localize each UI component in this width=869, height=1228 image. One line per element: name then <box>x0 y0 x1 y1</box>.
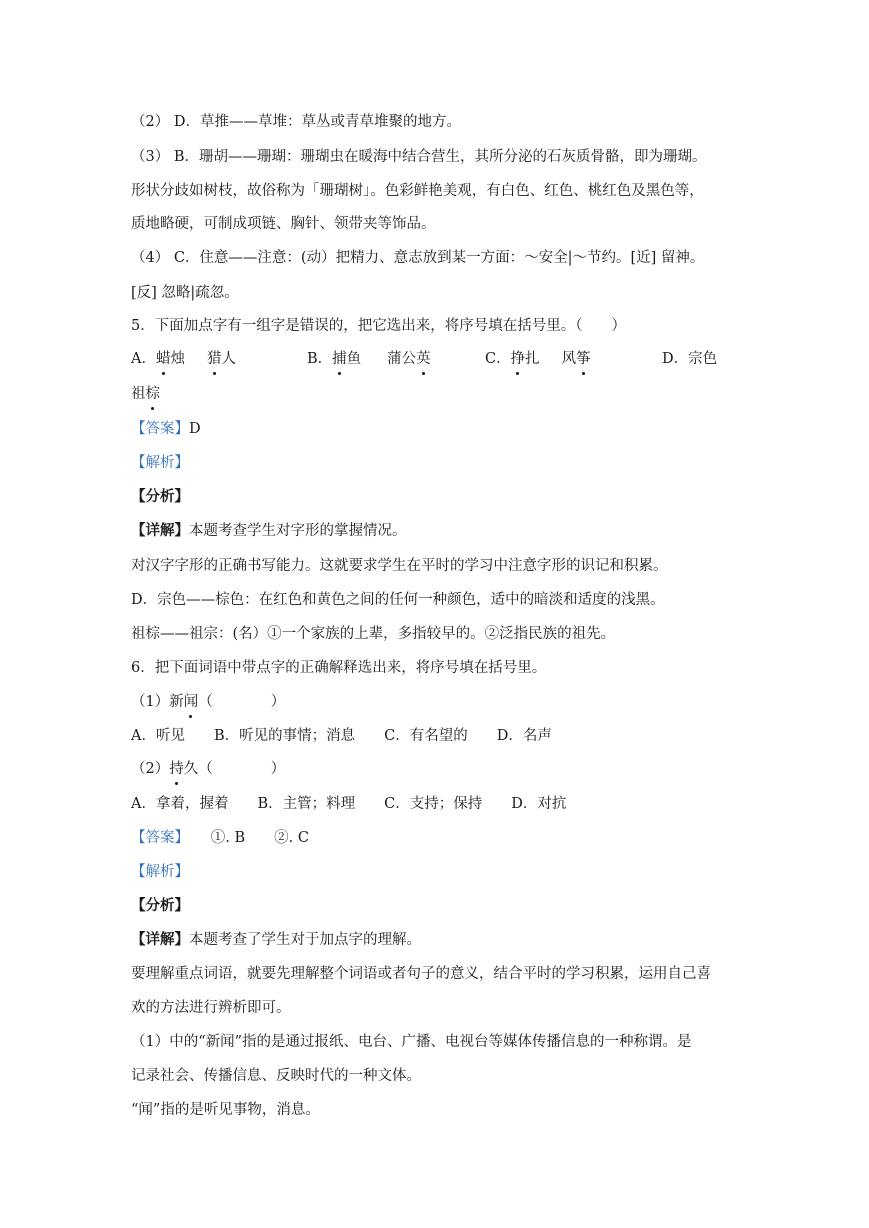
jiexi-tag: 【解析】 <box>131 864 189 880</box>
text-line: 祖棕——祖宗：(名）①一个家族的上辈，多指较早的。②泛指民族的祖先。 <box>131 626 616 642</box>
dotted-char: 猎 <box>206 351 222 367</box>
xiangjie-tag: 【详解】 <box>131 931 189 948</box>
q6-sub1-options: A．听见 B．听见的事情；消息 C．有名望的 D．名声 <box>131 728 552 744</box>
option-d <box>662 349 717 369</box>
word-part: 风 <box>561 351 577 367</box>
q6-sub2 <box>131 759 285 779</box>
q6-sub1 <box>131 692 285 712</box>
text-line: 对汉字字形的正确书写能力。这就要求学生在平时的学习中注意字形的识记和积累。 <box>131 558 668 574</box>
word-part: （2） <box>131 761 170 777</box>
question-5-title: 5．下面加点字有一组字是错误的，把它选出来，将序号填在括号里。（ ） <box>131 318 626 334</box>
word-part: 扎 <box>525 351 540 367</box>
option-label: A． <box>131 351 156 367</box>
word-part: 久（ ） <box>183 761 286 777</box>
text-line: （2） D．草推——草堆：草丛或青草堆聚的地方。 <box>131 114 461 130</box>
dotted-char: 捕 <box>332 351 347 367</box>
xiangjie-tag: 【详解】 <box>131 522 189 539</box>
dotted-char: 挣 <box>510 351 526 367</box>
word-part: 色 <box>702 351 718 367</box>
option-c <box>485 349 591 369</box>
xiangjie-text: 本题考查了学生对于加点字的理解。 <box>189 932 421 948</box>
word-part: 人 <box>221 351 236 367</box>
text-line: 质地略硬，可制成项链、胸针、领带夹等饰品。 <box>131 216 436 232</box>
fenxi-tag: 【分析】 <box>131 897 189 914</box>
text-line: （4） C．住意——注意：(动）把精力、意志放到某一方面：～安全|～节约。[近] 留神。 <box>131 250 705 266</box>
jiexi-tag: 【解析】 <box>131 455 189 471</box>
question-6-title: 6．把下面词语中带点字的正确解释选出来，将序号填在括号里。 <box>131 660 547 676</box>
option-label: C． <box>485 351 511 367</box>
dotted-char: 蜡 <box>155 351 171 367</box>
word-part: 蒲公 <box>387 351 417 367</box>
fenxi-tag: 【分析】 <box>131 488 189 505</box>
word-part: （1）新 <box>131 694 184 710</box>
text-line: 形状分歧如树枝，故俗称为「珊瑚树」。色彩鲜艳美观，有白色、红色、桃红色及黑色等， <box>131 183 704 199</box>
option-a <box>131 349 236 369</box>
dotted-char: 闻 <box>183 694 199 710</box>
dotted-char: 棕 <box>145 386 160 402</box>
dotted-char: 英 <box>416 351 431 367</box>
text-line: “闻”指的是听见事物，消息。 <box>131 1102 320 1118</box>
word-part: 祖 <box>131 386 146 402</box>
option-b <box>307 349 431 369</box>
option-d-cont <box>131 384 160 404</box>
text-line: 欢的方法进行辨析即可。 <box>131 1000 291 1016</box>
answer-value: D <box>189 421 201 437</box>
answer-value: ①. B ②. C <box>181 830 309 846</box>
option-label: D． <box>662 351 689 367</box>
text-line: （3） B．珊胡——珊瑚：珊瑚虫在暖海中结合营生，其所分泌的石灰质骨骼，即为珊瑚。 <box>131 149 707 165</box>
text-line: 记录社会、传播信息、反映时代的一种文体。 <box>131 1068 421 1084</box>
text-line: （1）中的“新闻”指的是通过报纸、电台、广播、电视台等媒体传播信息的一种称谓。是 <box>131 1034 692 1050</box>
answer-tag: 【答案】 <box>131 421 189 437</box>
word-part: 烛 <box>170 351 185 367</box>
xiangjie-line <box>131 930 421 950</box>
answer-line <box>131 419 201 439</box>
option-label: B． <box>307 351 333 367</box>
dotted-char: 筝 <box>576 351 591 367</box>
word-part: 宗 <box>688 351 703 367</box>
answer-tag: 【答案】 <box>131 830 182 846</box>
text-line: 要理解重点词语，就要先理解整个词语或者句子的意义，结合平时的学习积累，运用自己喜 <box>131 966 711 982</box>
dotted-char: 持 <box>169 761 184 777</box>
word-part: 鱼 <box>346 351 362 367</box>
xiangjie-text: 本题考查学生对字形的掌握情况。 <box>189 523 407 539</box>
answer-line <box>131 828 309 848</box>
text-line: [反] 忽略|疏忽。 <box>131 285 239 301</box>
xiangjie-line <box>131 521 407 541</box>
q6-sub2-options: A．拿着，握着 B．主管；料理 C．支持；保持 D．对抗 <box>131 796 567 812</box>
word-part: （ ） <box>198 694 286 710</box>
text-line: D．宗色——棕色：在红色和黄色之间的任何一种颜色，适中的暗淡和适度的浅黑。 <box>131 592 665 608</box>
